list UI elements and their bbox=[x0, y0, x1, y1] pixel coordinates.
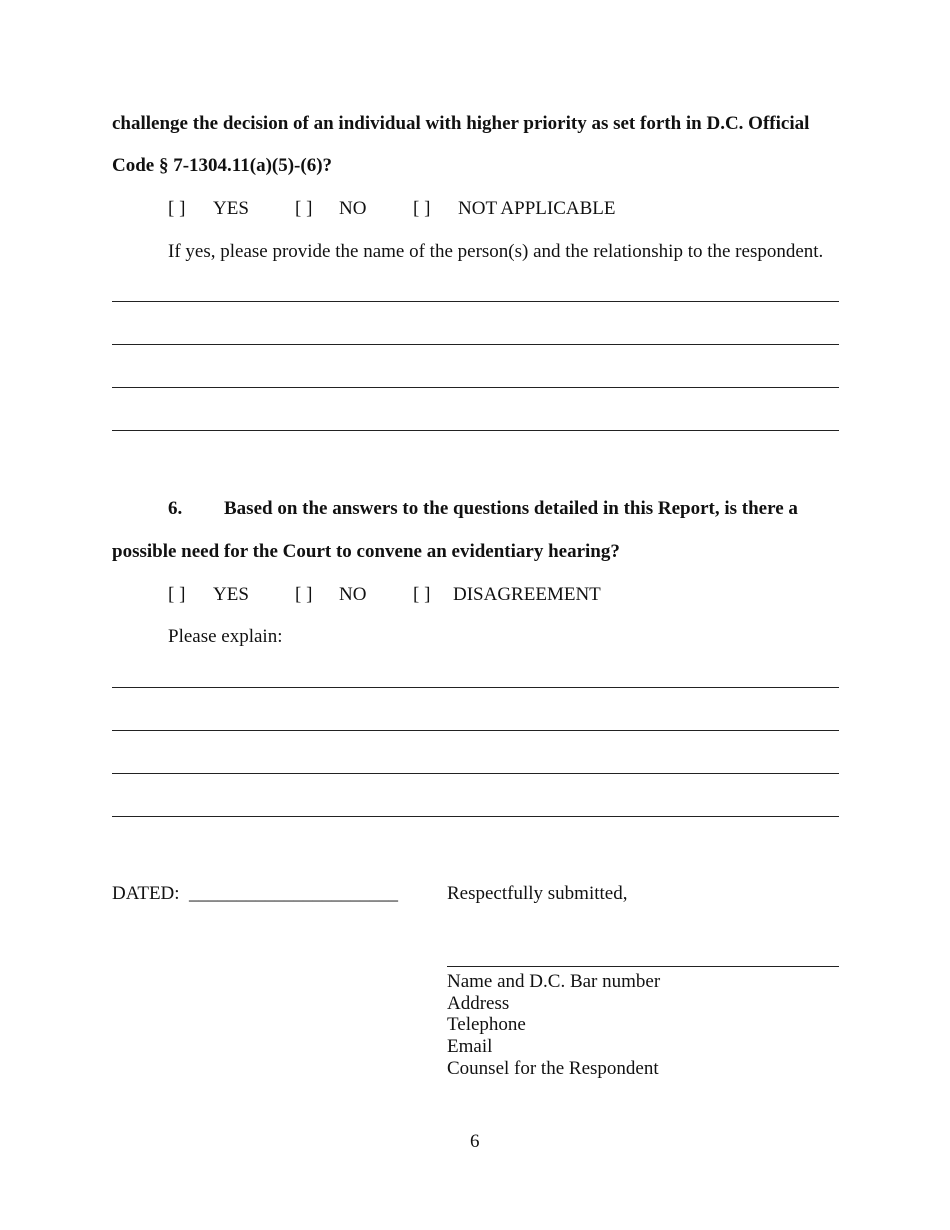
page-number: 6 bbox=[470, 1131, 480, 1152]
q5-yes-label: YES bbox=[213, 198, 249, 219]
q6-no-label: NO bbox=[339, 584, 367, 605]
q5-instruction: If yes, please provide the name of the person(s) and the relationship to the respondent. bbox=[168, 241, 824, 262]
dated-blank-field[interactable]: ______________________ bbox=[189, 883, 398, 904]
q6-instruction: Please explain: bbox=[168, 626, 283, 647]
signature-line[interactable] bbox=[447, 966, 839, 967]
q5-no-label: NO bbox=[339, 198, 367, 219]
q6-no-checkbox[interactable]: [ ] bbox=[295, 584, 313, 605]
dated-label: DATED: bbox=[112, 883, 180, 904]
q6-answer-line-4[interactable] bbox=[112, 816, 839, 817]
signature-counsel-title: Counsel for the Respondent bbox=[447, 1057, 659, 1079]
q6-answer-line-3[interactable] bbox=[112, 773, 839, 774]
question-5-text-line-1: challenge the decision of an individual with higher priority as set forth in D.C. Official bbox=[112, 113, 810, 134]
q5-answer-line-4[interactable] bbox=[112, 430, 839, 431]
question-6-number: 6. bbox=[168, 498, 183, 519]
signature-name-bar-number: Name and D.C. Bar number bbox=[447, 971, 661, 992]
q5-no-checkbox[interactable]: [ ] bbox=[295, 198, 313, 219]
q6-yes-checkbox[interactable]: [ ] bbox=[168, 584, 186, 605]
q5-answer-line-2[interactable] bbox=[112, 344, 839, 345]
q5-answer-line-3[interactable] bbox=[112, 387, 839, 388]
question-5-text-line-2: Code § 7-1304.11(a)(5)-(6)? bbox=[112, 155, 333, 176]
signature-telephone: Telephone bbox=[447, 1014, 526, 1036]
signature-details bbox=[447, 971, 660, 1080]
q5-not-applicable-checkbox[interactable]: [ ] bbox=[413, 198, 431, 219]
question-6-text-line-2: possible need for the Court to convene an evidentiary hearing? bbox=[112, 541, 620, 562]
question-6-text-line-1: Based on the answers to the questions detailed in this Report, is there a bbox=[224, 498, 798, 519]
q5-answer-line-1[interactable] bbox=[112, 301, 839, 302]
signature-email: Email bbox=[447, 1036, 493, 1058]
respectfully-submitted: Respectfully submitted, bbox=[447, 883, 628, 904]
q5-not-applicable-label: NOT APPLICABLE bbox=[458, 198, 616, 219]
q6-yes-label: YES bbox=[213, 584, 249, 605]
q6-disagreement-checkbox[interactable]: [ ] bbox=[413, 584, 431, 605]
q5-yes-checkbox[interactable]: [ ] bbox=[168, 198, 186, 219]
q6-answer-line-2[interactable] bbox=[112, 730, 839, 731]
q6-disagreement-label: DISAGREEMENT bbox=[453, 584, 601, 605]
q6-answer-line-1[interactable] bbox=[112, 687, 839, 688]
signature-address: Address bbox=[447, 992, 510, 1014]
